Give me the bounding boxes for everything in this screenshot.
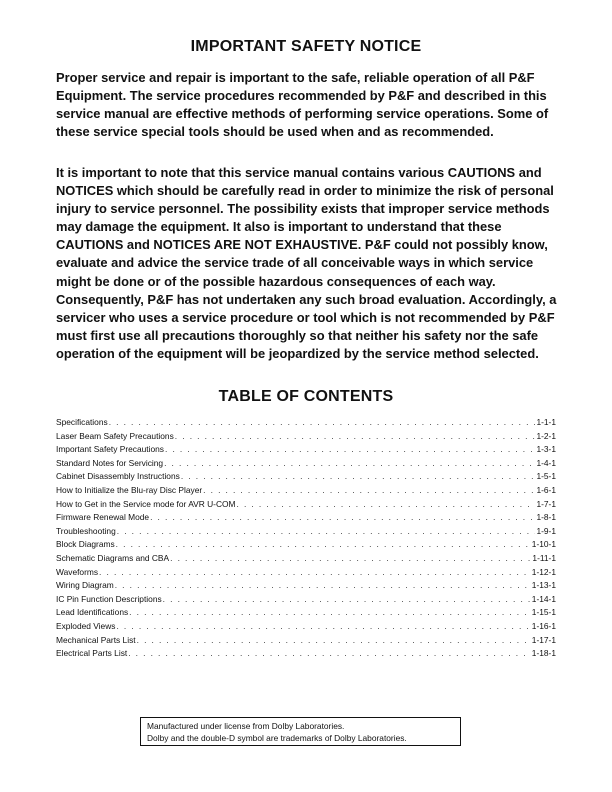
toc-leader-dots: [237, 498, 536, 512]
toc-entry-page: 1-14-1: [531, 593, 556, 604]
toc-entry[interactable]: [56, 634, 556, 648]
toc-entry-page: 1-10-1: [531, 539, 556, 550]
toc-entry[interactable]: [56, 525, 556, 539]
toc-entry-page: 1-9-1: [536, 525, 556, 536]
toc-entry-page: 1-15-1: [531, 607, 556, 618]
toc-entry-page: 1-13-1: [531, 580, 556, 591]
safety-paragraph-2: It is important to note that this service manual contains various CAUTIONS and NOTICES which should be carefully read in order to minimize the risk of personal injury to service personnel. The possibility exists that improper service methods may damage the equipment. It also is important to understand that these CAUTIONS and NOTICES ARE NOT EXHAUSTIVE. P&F could not possibly know, evaluate and advice the service trade of all conceivable ways in which service might be done or of the possible hazardous consequences of each way. Consequently, P&F has not undertaken any such broad evaluation. Accordingly, a servicer who uses a service procedure or tool which is not recommended by P&F must first use all precautions thoroughly so that neither his safety nor the safe operation of the equipment will be jeopardized by the service method selected.: [56, 165, 557, 361]
toc-entry-title: Wiring Diagram: [56, 580, 114, 591]
toc-leader-dots: [170, 552, 531, 566]
toc-entry[interactable]: [56, 430, 556, 444]
toc-entry-page: 1-1-1: [536, 417, 556, 427]
toc-entry-title: Lead Identifications: [56, 607, 129, 618]
toc-leader-dots: [181, 470, 536, 484]
toc-entry[interactable]: [56, 647, 556, 661]
toc-entry[interactable]: [56, 484, 556, 498]
toc-entry-page: 1-11-1: [532, 552, 556, 563]
safety-notice-title: IMPORTANT SAFETY NOTICE: [190, 38, 422, 55]
toc-leader-dots: [150, 511, 535, 525]
toc-leader-dots: [175, 430, 536, 444]
toc-leader-dots: [129, 606, 531, 620]
toc-entry-title: Specifications: [56, 417, 108, 427]
toc-entry[interactable]: [56, 593, 556, 607]
toc-entry-title: Block Diagrams: [56, 539, 115, 550]
toc-entry[interactable]: [56, 606, 556, 620]
toc-entry[interactable]: [56, 552, 556, 566]
toc-entry-page: 1-17-1: [531, 634, 556, 645]
toc-leader-dots: [203, 484, 535, 498]
toc-entry-title: Waveforms: [56, 566, 99, 577]
toc-entry[interactable]: [56, 443, 556, 457]
toc-leader-dots: [99, 566, 531, 580]
toc-entry-title: Electrical Parts List: [56, 648, 128, 659]
toc-entry-page: 1-4-1: [536, 457, 556, 468]
toc-entry-title: Cabinet Disassembly Instructions: [56, 471, 180, 482]
toc-entry[interactable]: [56, 566, 556, 580]
toc-leader-dots: [163, 593, 531, 607]
safety-paragraph-1: Proper service and repair is important to the safe, reliable operation of all P&F Equipment. The service procedures recommended by P&F and described in this service manual are effective methods of performing service operations. Some of these service special tools should be used when and as recommended.: [56, 70, 549, 140]
toc-entry-title: IC Pin Function Descriptions: [56, 593, 162, 604]
toc-entry[interactable]: [56, 470, 556, 484]
toc-entry-title: Standard Notes for Servicing: [56, 457, 164, 468]
toc-title: TABLE OF CONTENTS: [218, 388, 394, 405]
toc-leader-dots: [128, 647, 531, 661]
toc-entry-title: How to Get in the Service mode for AVR U-COM: [56, 498, 236, 509]
toc-entry[interactable]: [56, 579, 556, 593]
toc-entry[interactable]: [56, 457, 556, 471]
toc-entry-title: Important Safety Precautions: [56, 444, 164, 455]
toc-leader-dots: [117, 525, 536, 539]
toc-entry-page: 1-6-1: [536, 484, 556, 495]
toc-entry-page: 1-5-1: [536, 471, 556, 482]
toc-entry-title: Mechanical Parts List: [56, 634, 136, 645]
toc-entry-title: Troubleshooting: [56, 525, 116, 536]
toc-leader-dots: [137, 634, 531, 648]
toc-entry[interactable]: [56, 416, 556, 430]
toc-leader-dots: [115, 579, 531, 593]
toc-entry[interactable]: [56, 538, 556, 552]
dolby-license-box: [140, 717, 461, 746]
toc-list: [56, 416, 556, 661]
toc-entry-page: 1-8-1: [536, 512, 556, 523]
toc-entry-title: Exploded Views: [56, 620, 116, 631]
toc-entry-title: Firmware Renewal Mode: [56, 512, 150, 523]
dolby-line-1: Manufactured under license from Dolby Laboratories.: [147, 721, 345, 731]
toc-entry-title: Schematic Diagrams and CBA: [56, 552, 170, 563]
toc-entry-page: 1-12-1: [531, 566, 556, 577]
toc-leader-dots: [109, 416, 536, 430]
toc-entry[interactable]: [56, 620, 556, 634]
toc-entry-page: 1-3-1: [536, 444, 556, 455]
dolby-line-2: Dolby and the double-D symbol are trademarks of Dolby Laboratories.: [147, 733, 407, 744]
toc-leader-dots: [165, 443, 535, 457]
toc-entry-title: Laser Beam Safety Precautions: [56, 430, 174, 441]
toc-entry-page: 1-2-1: [536, 430, 556, 441]
toc-entry[interactable]: [56, 511, 556, 525]
toc-entry-page: 1-7-1: [536, 498, 556, 509]
toc-entry-title: How to Initialize the Blu-ray Disc Player: [56, 484, 203, 495]
toc-entry[interactable]: [56, 498, 556, 512]
toc-leader-dots: [164, 457, 535, 471]
toc-entry-page: 1-16-1: [531, 620, 556, 631]
toc-entry-page: 1-18-1: [531, 648, 556, 659]
toc-leader-dots: [116, 620, 530, 634]
toc-leader-dots: [116, 538, 531, 552]
